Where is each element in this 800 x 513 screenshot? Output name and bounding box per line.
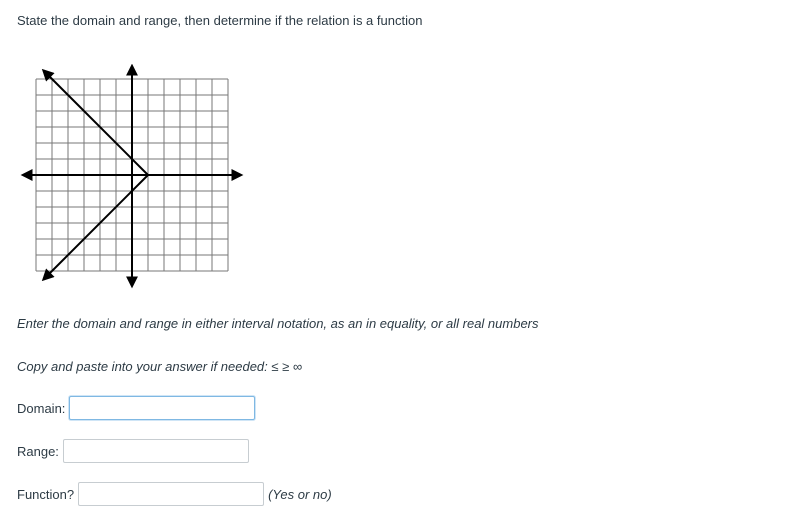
question-prompt: State the domain and range, then determine if the relation is a function <box>17 13 423 28</box>
domain-label: Domain: <box>17 400 66 416</box>
function-input[interactable] <box>78 482 264 506</box>
domain-row <box>17 396 255 420</box>
function-hint: (Yes or no) <box>268 486 332 502</box>
function-row <box>17 482 332 506</box>
range-input[interactable] <box>63 439 249 463</box>
graph-axes <box>23 66 241 286</box>
domain-input[interactable] <box>69 396 255 420</box>
function-label: Function? <box>17 486 75 502</box>
instruction-symbols: Copy and paste into your answer if needed: ≤ ≥ ∞ <box>17 359 303 374</box>
range-row <box>17 439 249 463</box>
coordinate-graph <box>20 64 244 290</box>
instruction-notation: Enter the domain and range in either interval notation, as an in equality, or all real numbers <box>17 316 539 331</box>
range-label: Range: <box>17 443 59 459</box>
